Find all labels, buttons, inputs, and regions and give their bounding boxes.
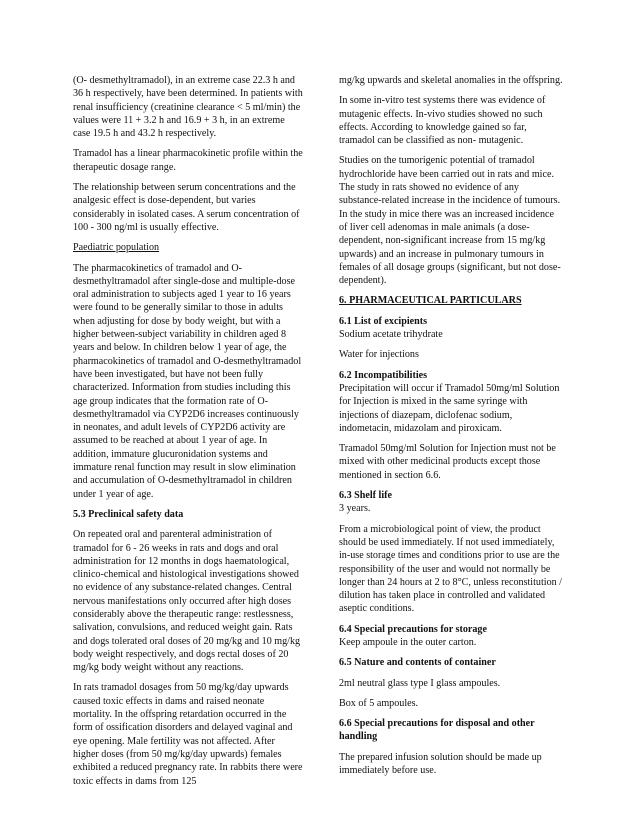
section-heading-6-3: 6.3 Shelf life [339, 490, 392, 502]
paragraph: Tramadol has a linear pharmacokinetic profile within the therapeutic dosage range. [73, 148, 303, 173]
paragraph: Sodium acetate trihydrate [339, 329, 443, 341]
section-heading-6-2: 6.2 Incompatibilities [339, 369, 428, 381]
left-column [73, 74, 303, 795]
paragraph: Water for injections [339, 349, 419, 361]
right-column [339, 74, 564, 784]
paragraph: Box of 5 ampoules. [339, 697, 419, 709]
paragraph: From a microbiological point of view, the product should be used immediately. If not used immediately, in-use storage times and conditions prior to use are the responsibility of the user and would not normally be longer than 24 hours at 2 to 8°C, unless reconstitution / dilution has taken place in controlled and validated aseptic conditions. [339, 523, 562, 615]
section-heading-6-6: 6.6 Special precautions for disposal and other handling [339, 718, 535, 743]
paragraph: 3 years. [339, 503, 371, 515]
section-heading-6-4: 6.4 Special precautions for storage [339, 623, 487, 635]
section-heading-6-1: 6.1 List of excipients [339, 315, 428, 327]
paragraph: 2ml neutral glass type I glass ampoules. [339, 677, 501, 689]
paragraph: In some in-vitro test systems there was evidence of mutagenic effects. In-vivo studies showed no such effects. According to knowledge gained so far, tramadol can be classified as non- mutagenic. [339, 95, 546, 147]
paragraph: mg/kg upwards and skeletal anomalies in the offspring. [339, 75, 563, 86]
paragraph: Keep ampoule in the outer carton. [339, 636, 477, 648]
section-heading-paediatric: Paediatric population [73, 242, 160, 254]
section-heading-6-5: 6.5 Nature and contents of container [339, 657, 496, 669]
paragraph: (O- desmethyltramadol), in an extreme case 22.3 h and 36 h respectively, have been determined. In patients with renal insufficiency (creatinine clearance < 5 ml/min) the values were 11 + 3.2 h and 16.9 + 3 h, in an extreme case 19.5 h and 43.2 h respectively. [73, 75, 303, 140]
paragraph: The pharmacokinetics of tramadol and O-desmethyltramadol after single-dose and multiple-dose oral administration to subjects aged 1 year to 16 years were found to be generally similar to those in adults when adjusting for dose by body weight, but with a higher between-subject variability in children aged 8 years and below. In children below 1 year of age, the pharmacokinetics of tramadol and O-desmethyltramadol have been investigated, but have not been fully characterized. Information from studies including this age group indicates that the formation rate of O-desmethyltramadol via CYP2D6 increases continuously in neonates, and adult levels of CYP2D6 activity are assumed to be reached at about 1 year of age. In addition, immature glucuronidation systems and immature renal function may result in slow elimination and accumulation of O-desmethyltramadol in children under 1 year of age. [73, 262, 302, 500]
paragraph: Precipitation will occur if Tramadol 50mg/ml Solution for Injection is mixed in the same syringe with injections of diazepam, diclofenac sodium, indometacin, midazolam and piroxicam. [339, 382, 560, 434]
paragraph: The prepared infusion solution should be made up immediately before use. [339, 751, 542, 777]
paragraph: Tramadol 50mg/ml Solution for Injection must not be mixed with other medicinal products except those mentioned in section 6.6. [339, 443, 556, 481]
paragraph: Studies on the tumorigenic potential of tramadol hydrochloride have been carried out in rats and mice. The study in rats showed no evidence of any substance-related increase in the incidence of tumours. In the study in mice there was an increased incidence of liver cell adenomas in male animals (a dose-dependent, non-significant increase from 15 mg/kg upwards) and an increase in pulmonary tumours in females of all dosage groups (significant, but not dose-dependent). [339, 155, 561, 287]
paragraph: The relationship between serum concentrations and the analgesic effect is dose-dependent, but varies considerably in isolated cases. A serum concentration of 100 - 300 ng/ml is usually effective. [73, 182, 300, 233]
paragraph: In rats tramadol dosages from 50 mg/kg/day upwards caused toxic effects in dams and raised neonate mortality. In the offspring retardation occurred in the form of ossification disorders and delayed vaginal and eye opening. Male fertility was not affected. After higher doses (from 50 mg/kg/day upwards) females exhibited a reduced pregnancy rate. In rabbits there were toxic effects in dams from 125 [73, 682, 303, 787]
section-heading-6: 6. PHARMACEUTICAL PARTICULARS [339, 295, 522, 307]
paragraph: On repeated oral and parenteral administration of tramadol for 6 - 26 weeks in rats and dogs and oral administration for 12 months in dogs haematological, clinico-chemical and histological investigations showed no evidence of any substance-related changes. Central nervous manifestations only occurred after high doses considerably above the therapeutic range: restlessness, salivation, convulsions, and reduced weight gain. Rats and dogs tolerated oral doses of 20 mg/kg and 10 mg/kg body weight respectively, and dogs rectal doses of 20 mg/kg body weight without any reactions. [73, 529, 301, 674]
section-heading-5-3: 5.3 Preclinical safety data [73, 508, 184, 520]
